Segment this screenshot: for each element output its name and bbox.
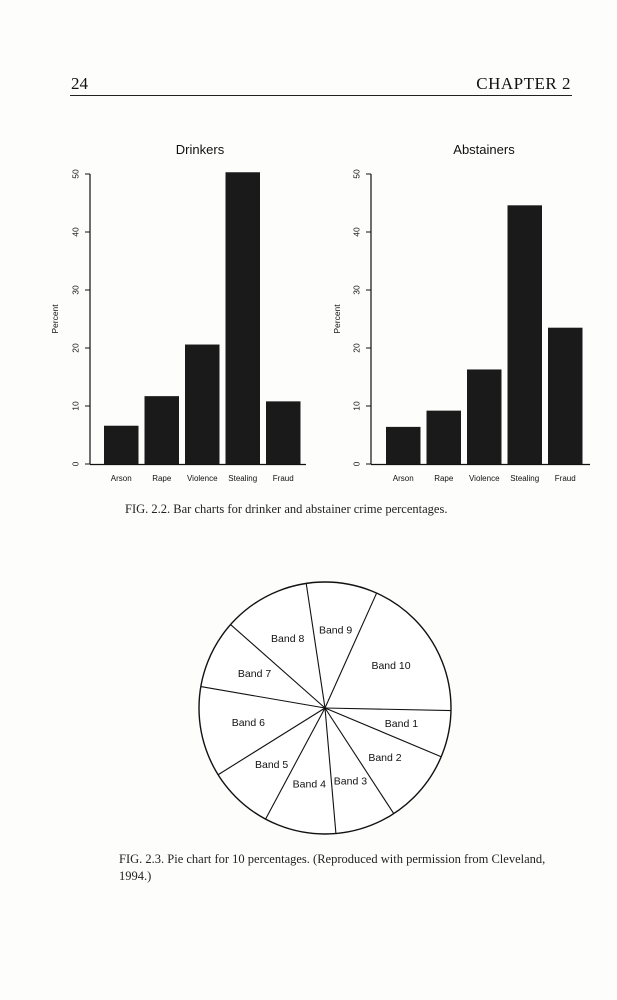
abstainers-y-tick-label: 20 (351, 343, 362, 353)
drinkers-bar-fraud (266, 401, 301, 464)
drinkers-y-tick-label: 50 (70, 169, 81, 179)
pie-slice-label: Band 7 (237, 667, 272, 680)
drinkers-category-label: Violence (186, 474, 218, 483)
abstainers-bar-rape (427, 411, 462, 464)
abstainers-bar-stealing (508, 205, 543, 464)
drinkers-category-label: Arson (110, 474, 132, 483)
pie-slice-label: Band 2 (368, 751, 402, 764)
abstainers-y-tick-label: 10 (351, 401, 362, 411)
abstainers-category-label: Stealing (510, 474, 540, 483)
drinkers-y-tick-label: 20 (70, 343, 81, 353)
abstainers-category-label: Arson (392, 474, 414, 483)
abstainers-y-axis-label: Percent (332, 304, 342, 334)
pie-slice-label: Band 8 (271, 633, 305, 646)
drinkers-category-label: Fraud (272, 474, 294, 483)
abstainers-bar-arson (386, 427, 421, 464)
pie-slice-label: Band 1 (384, 717, 419, 730)
abstainers-bar-fraud (548, 328, 583, 464)
drinkers-y-tick-label: 40 (70, 227, 81, 237)
abstainers-y-tick-label: 30 (351, 285, 362, 295)
pie-slice-label: Band 5 (254, 758, 289, 771)
drinkers-bar-arson (104, 426, 139, 464)
drinkers-bar-violence (185, 345, 220, 464)
abstainers-y-tick-label: 40 (351, 227, 362, 237)
drinkers-y-tick-label: 10 (70, 401, 81, 411)
drinkers-category-label: Rape (152, 474, 172, 483)
drinkers-category-label: Stealing (228, 474, 258, 483)
abstainers-category-label: Rape (434, 474, 454, 483)
figure-2-2-caption: FIG. 2.2. Bar charts for drinker and abstainer crime percentages. (125, 502, 448, 516)
drinkers-y-tick-label: 30 (70, 285, 81, 295)
drinkers-bar-stealing (226, 172, 261, 464)
pie-slice-label: Band 10 (371, 659, 411, 672)
abstainers-y-tick-label: 50 (351, 169, 362, 179)
drinkers-y-axis-label: Percent (50, 304, 60, 334)
figure-2-3-caption: FIG. 2.3. Pie chart for 10 percentages. (Reproduced with permission from Cleveland, 1994.) (119, 852, 546, 883)
pie-slice-label: Band 9 (318, 624, 353, 637)
pie-slice-label: Band 3 (333, 775, 368, 788)
chapter-heading: CHAPTER 2 (476, 74, 571, 93)
pie-slice-label: Band 4 (292, 778, 326, 791)
pie-slice-label: Band 6 (231, 716, 265, 729)
abstainers-category-label: Violence (468, 474, 500, 483)
abstainers-bar-violence (467, 369, 502, 464)
abstainers-category-label: Fraud (554, 474, 576, 483)
drinkers-bar-rape (145, 396, 180, 464)
page-number: 24 (71, 74, 88, 93)
abstainers-chart-title: Abstainers (453, 142, 515, 157)
abstainers-y-tick-label: 0 (351, 461, 362, 467)
drinkers-chart-title: Drinkers (175, 142, 225, 157)
drinkers-y-tick-label: 0 (70, 461, 81, 467)
